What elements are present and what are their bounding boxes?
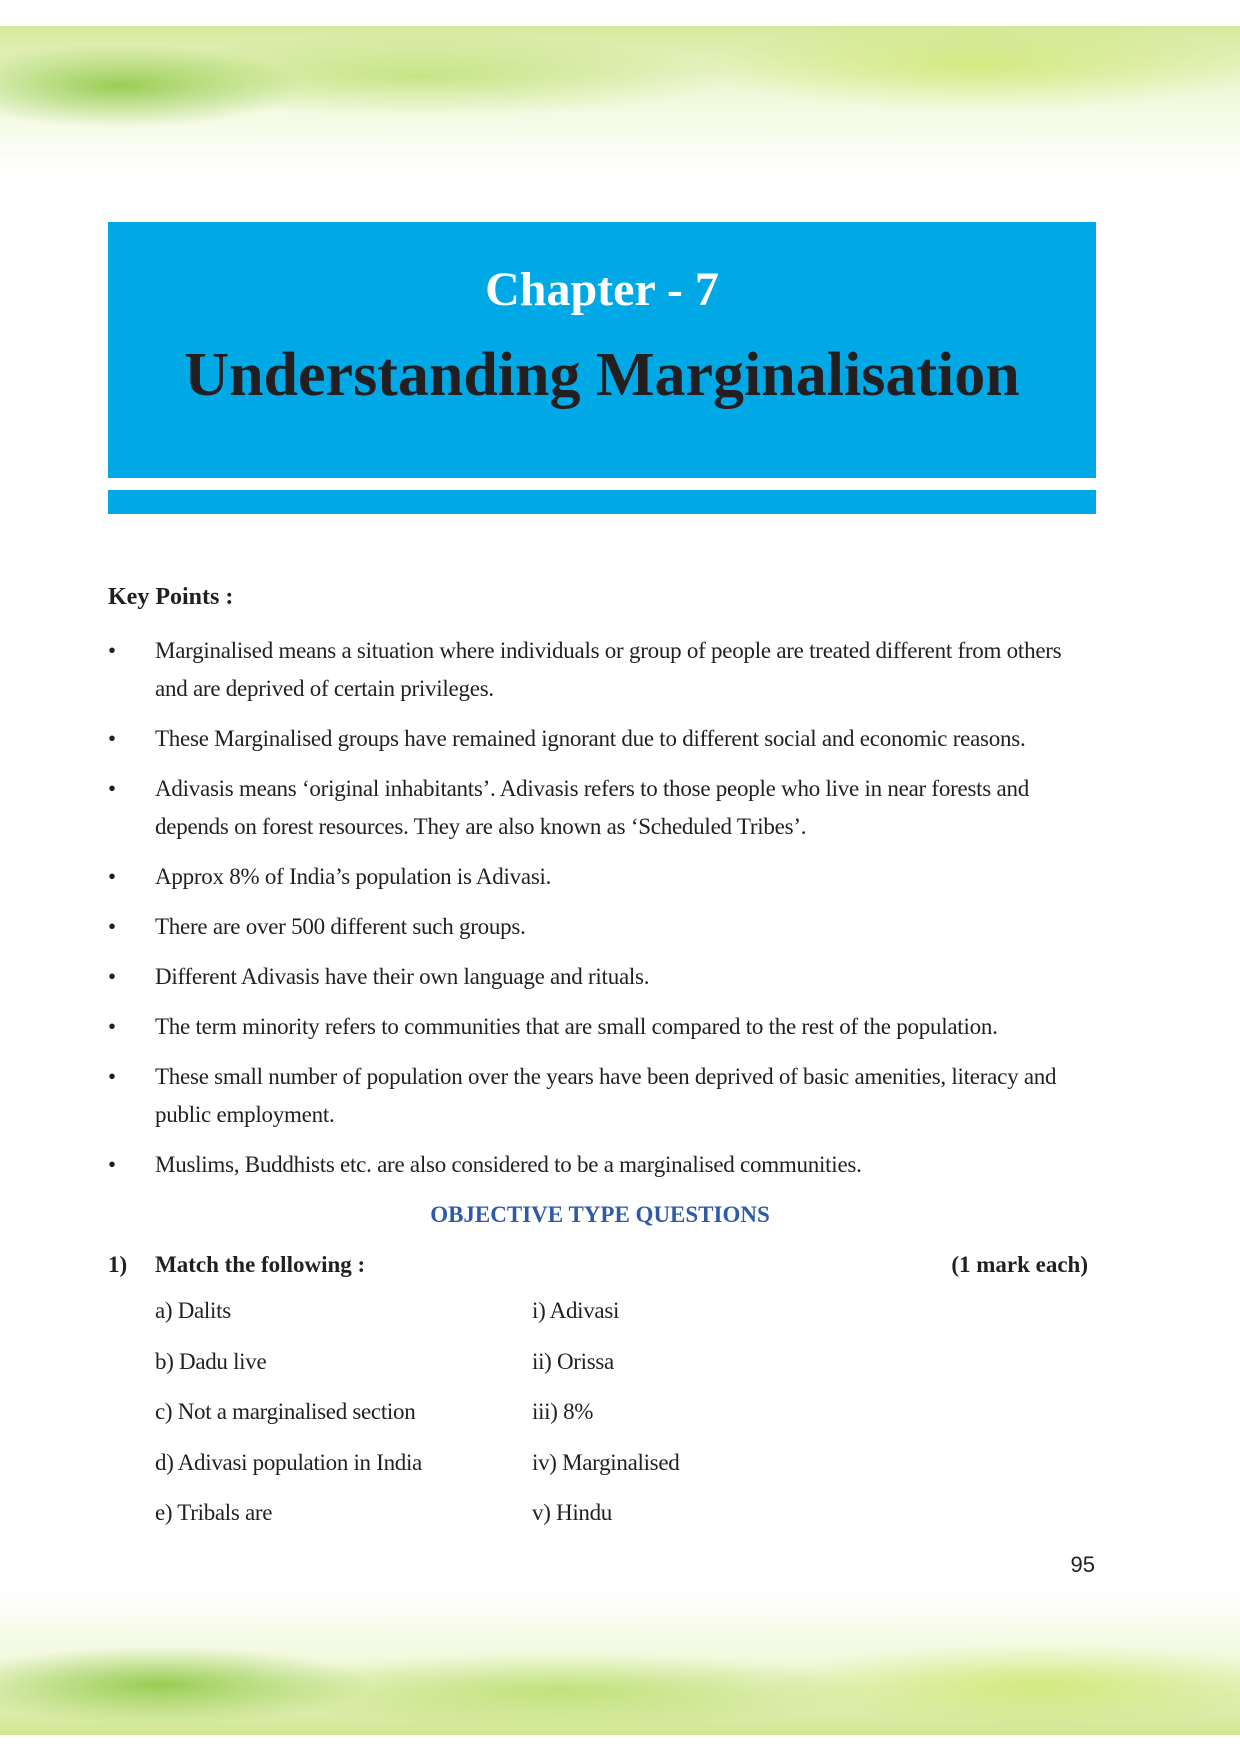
bottom-decorative-band — [0, 1590, 1240, 1735]
match-left-item: e) Tribals are — [155, 1500, 273, 1525]
bullet-icon: • — [108, 638, 116, 663]
match-row — [155, 1298, 755, 1349]
key-point-item — [108, 1058, 1098, 1134]
match-row — [155, 1349, 755, 1400]
key-point-item — [108, 770, 1098, 846]
key-point-item — [108, 858, 1098, 896]
key-point-item — [108, 1008, 1098, 1046]
key-point-text: These Marginalised groups have remained ignorant due to different social and economic reasons. — [155, 726, 1026, 751]
chapter-banner — [108, 222, 1096, 478]
match-right-item: ii) Orissa — [532, 1348, 614, 1374]
bullet-icon: • — [108, 1152, 116, 1177]
bullet-icon: • — [108, 914, 116, 939]
key-point-item — [108, 1146, 1098, 1184]
question-1 — [108, 1252, 1088, 1286]
match-left-item: a) Dalits — [155, 1298, 231, 1323]
match-right-item: v) Hindu — [532, 1500, 613, 1525]
key-point-item — [108, 632, 1098, 708]
key-point-item — [108, 908, 1098, 946]
key-point-text: These small number of population over the years have been deprived of basic amenities, literacy and public employment. — [155, 1064, 1057, 1127]
bullet-icon: • — [108, 726, 116, 751]
match-row — [155, 1500, 755, 1551]
chapter-title: Understanding Marginalisation — [184, 341, 1020, 409]
banner-underline-bar — [108, 490, 1096, 514]
question-marks: (1 mark each) — [951, 1252, 1088, 1277]
key-point-item — [108, 720, 1098, 758]
bullet-icon: • — [108, 1014, 116, 1039]
objective-questions-heading: OBJECTIVE TYPE QUESTIONS — [430, 1202, 770, 1227]
match-right-item: i) Adivasi — [532, 1298, 620, 1323]
match-table — [155, 1298, 755, 1551]
bullet-icon: • — [108, 776, 116, 801]
key-point-item — [108, 958, 1098, 996]
key-point-text: Different Adivasis have their own language and rituals. — [155, 964, 650, 989]
key-points-heading: Key Points : — [108, 584, 234, 610]
bullet-icon: • — [108, 864, 116, 889]
question-number: 1) — [108, 1252, 128, 1277]
key-point-text: The term minority refers to communities that are small compared to the rest of the population. — [155, 1014, 998, 1039]
match-left-item: d) Adivasi population in India — [155, 1449, 422, 1475]
key-point-text: Approx 8% of India’s population is Adivasi. — [155, 864, 552, 889]
bullet-icon: • — [108, 1064, 116, 1089]
chapter-number: Chapter - 7 — [485, 263, 719, 316]
key-point-text: There are over 500 different such groups. — [155, 914, 526, 939]
match-row — [155, 1450, 755, 1501]
question-text: Match the following : — [155, 1252, 366, 1277]
match-row — [155, 1399, 755, 1450]
match-right-item: iv) Marginalised — [532, 1449, 680, 1475]
top-decorative-band — [0, 26, 1240, 176]
match-right-item: iii) 8% — [532, 1399, 594, 1424]
match-left-item: b) Dadu live — [155, 1348, 267, 1374]
key-points-list — [108, 632, 1098, 1196]
key-point-text: Muslims, Buddhists etc. are also considered to be a marginalised communities. — [155, 1152, 862, 1177]
match-left-item: c) Not a marginalised section — [155, 1399, 416, 1424]
bullet-icon: • — [108, 964, 116, 989]
key-point-text: Adivasis means ‘original inhabitants’. Adivasis refers to those people who live in near forests and depends on forest resources. They are also known as ‘Scheduled Tribes’. — [155, 776, 1029, 839]
key-point-text: Marginalised means a situation where individuals or group of people are treated different from others and are deprived of certain privileges. — [155, 638, 1062, 701]
page-number: 95 — [1070, 1552, 1095, 1577]
